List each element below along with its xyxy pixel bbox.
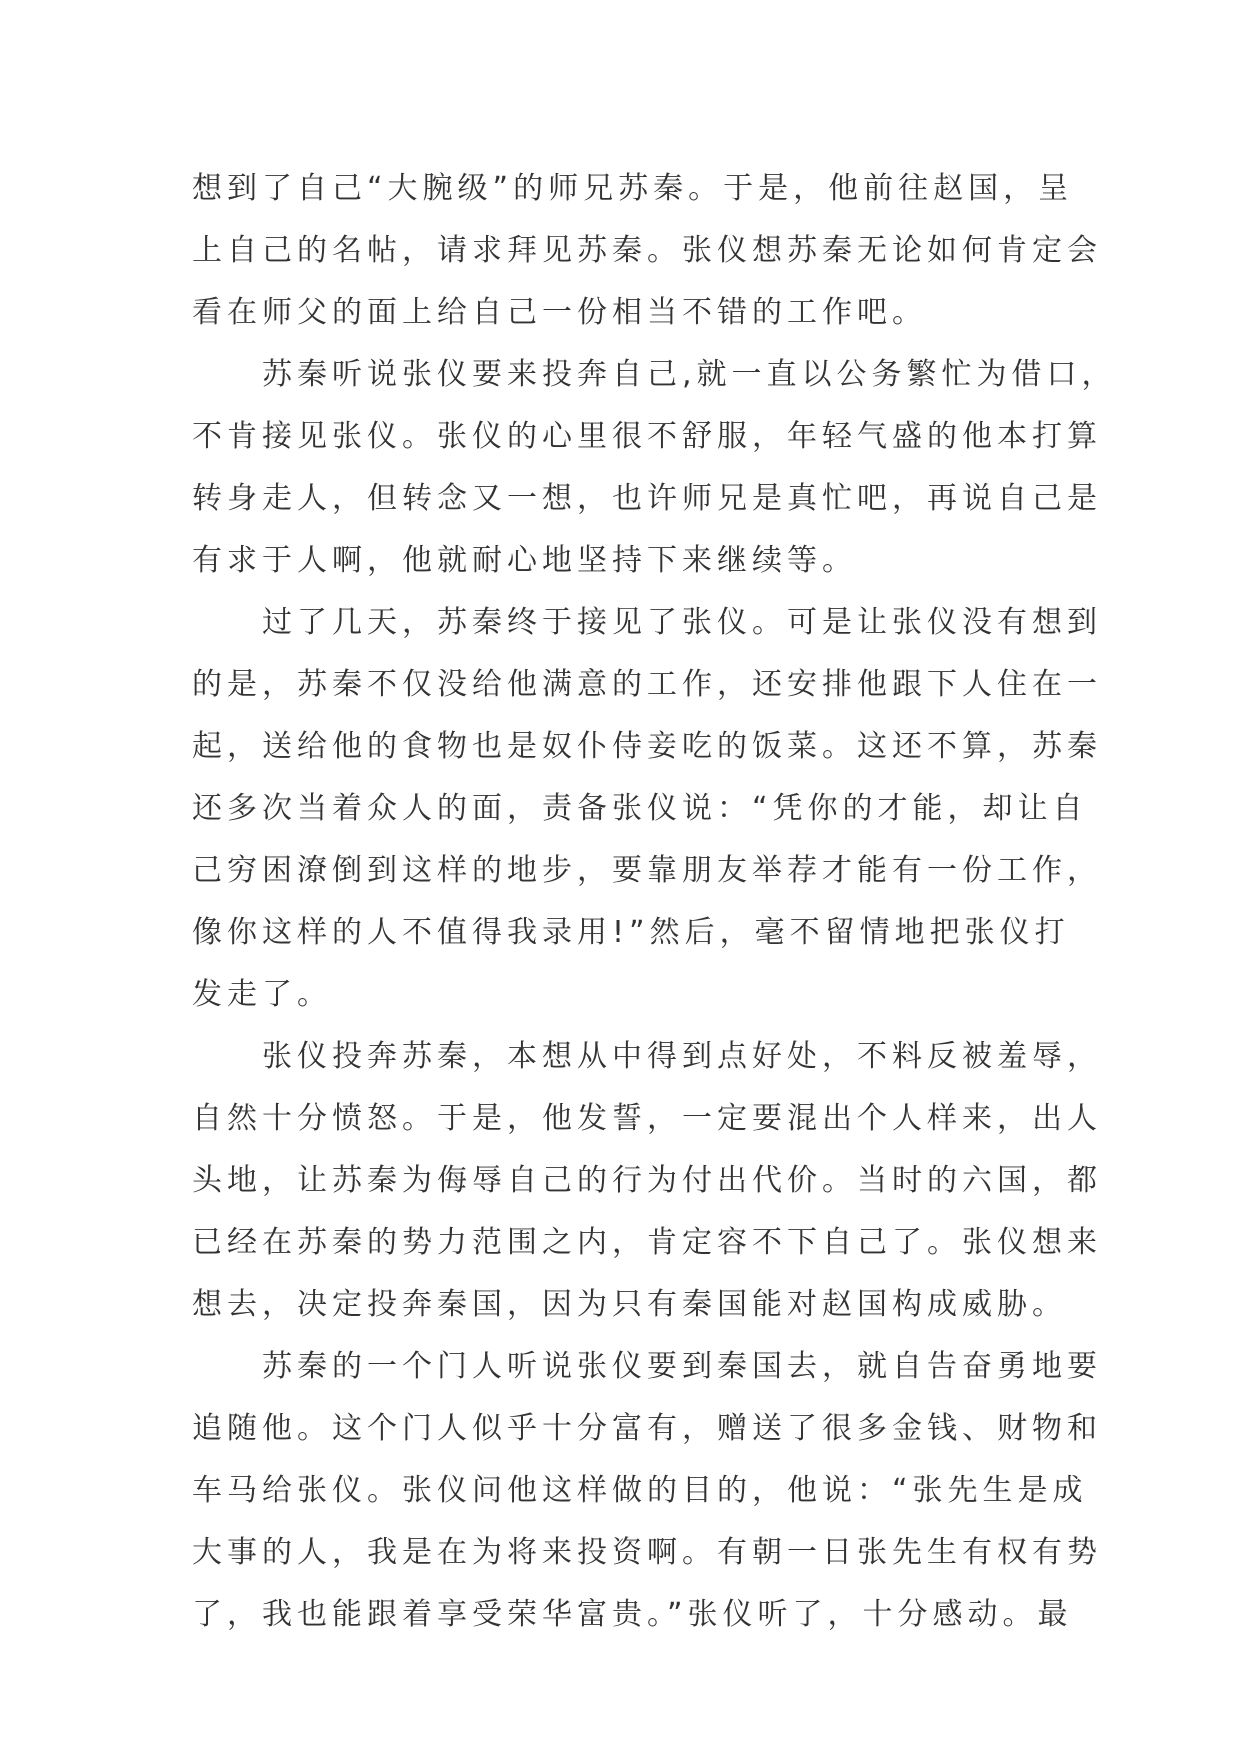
text-line: 追随他。这个门人似乎十分富有，赠送了很多金钱、财物和: [192, 1411, 1102, 1446]
text-line: 的是，苏秦不仅没给他满意的工作，还安排他跟下人住在一: [192, 667, 1102, 702]
paragraph-first-line: 张仪投奔苏秦，本想从中得到点好处，不料反被羞辱，: [262, 1039, 1102, 1074]
text-line: 像你这样的人不值得我录用!”然后，毫不留情地把张仪打: [192, 915, 1070, 950]
paragraph-first-line: 苏秦听说张仪要来投奔自己,就一直以公务繁忙为借口，: [262, 357, 1117, 392]
paragraph-first-line: 苏秦的一个门人听说张仪要到秦国去，就自告奋勇地要: [262, 1349, 1102, 1384]
text-line: 转身走人，但转念又一想，也许师兄是真忙吧，再说自己是: [192, 481, 1102, 516]
text-line: 起，送给他的食物也是奴仆侍妾吃的饭菜。这还不算，苏秦: [192, 729, 1102, 764]
text-line: 不肯接见张仪。张仪的心里很不舒服，年轻气盛的他本打算: [192, 419, 1102, 454]
text-line: 头地，让苏秦为侮辱自己的行为付出代价。当时的六国，都: [192, 1163, 1102, 1198]
text-line: 想到了自己“大腕级”的师兄苏秦。于是，他前往赵国，呈: [192, 171, 1074, 206]
text-line: 上自己的名帖，请求拜见苏秦。张仪想苏秦无论如何肯定会: [192, 233, 1102, 268]
paragraph-first-line: 过了几天，苏秦终于接见了张仪。可是让张仪没有想到: [262, 605, 1102, 640]
text-line: 想去，决定投奔秦国，因为只有秦国能对赵国构成威胁。: [192, 1287, 1067, 1322]
text-line: 看在师父的面上给自己一份相当不错的工作吧。: [192, 295, 927, 330]
text-line: 己穷困潦倒到这样的地步，要靠朋友举荐才能有一份工作，: [192, 853, 1102, 888]
text-line: 发走了。: [192, 977, 332, 1012]
text-line: 大事的人，我是在为将来投资啊。有朝一日张先生有权有势: [192, 1535, 1102, 1570]
document-body: [192, 158, 1117, 1646]
text-line: 有求于人啊，他就耐心地坚持下来继续等。: [192, 543, 857, 578]
text-line: 还多次当着众人的面，责备张仪说：“凭你的才能，却让自: [192, 791, 1088, 826]
text-line: 了，我也能跟着享受荣华富贵。”张仪听了，十分感动。最: [192, 1597, 1073, 1632]
text-line: 已经在苏秦的势力范围之内，肯定容不下自己了。张仪想来: [192, 1225, 1102, 1260]
text-line: 车马给张仪。张仪问他这样做的目的，他说：“张先生是成: [192, 1473, 1088, 1508]
text-line: 自然十分愤怒。于是，他发誓，一定要混出个人样来，出人: [192, 1101, 1102, 1136]
